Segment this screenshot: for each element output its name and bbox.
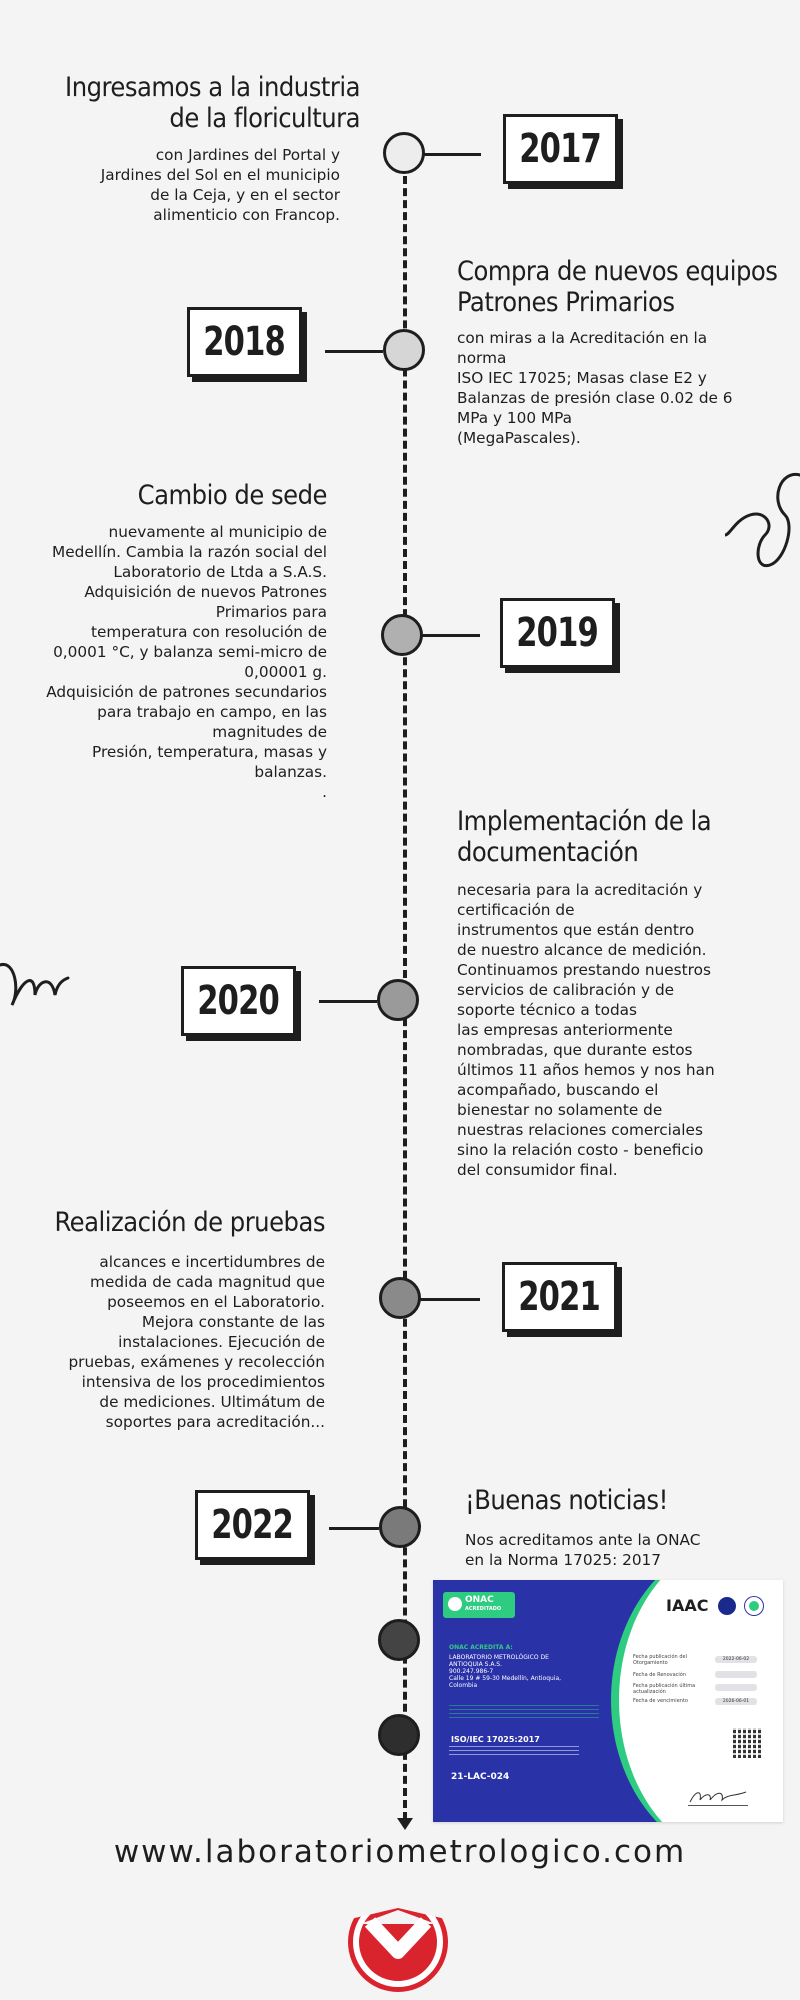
cert-date-renewal [715,1671,757,1678]
onac-label: ONAC [465,1595,494,1605]
cert-code: 21-LAC-024 [451,1772,510,1782]
year-badge-2017 [503,114,618,184]
year-badge-2022 [195,1490,310,1560]
signature [688,1788,748,1806]
year-label: 2022 [211,1502,294,1548]
connector-2018 [325,350,383,353]
year-label: 2018 [203,319,286,365]
year-badge-2020 [181,966,296,1036]
event-2017-title: Ingresamos a la industria de la floricultura [65,72,360,134]
event-2022-title: ¡Buenas noticias! [465,1485,668,1516]
connector-2017 [424,153,481,156]
cert-org-line2: ANTIOQUIA S.A.S. [449,1661,502,1668]
cert-country: Colombia [449,1682,478,1689]
ilac-badge-icon [718,1597,736,1615]
company-logo [346,1890,450,1994]
timeline-node-2018 [383,329,425,371]
onac-certificate [433,1580,783,1822]
connector-2020 [319,1000,377,1003]
event-2020-body: necesaria para la acreditación y certificación de instrumentos que están dentro de nuestro alcance de medición. Continuamos prestando nuestros servicios de calibración y de soporte técnico a todas las empresas anteriormente nombradas, que durante estos últimos 11 años hemos y nos han acompañado, buscando el bienestar no solamente de nuestras relaciones comerciales sino la relación costo - beneficio del consumidor final. [457,881,715,1179]
timeline-node-extra-2 [378,1714,420,1756]
timeline-node-2022 [379,1506,421,1548]
cert-field-expiry: Fecha de vencimiento [633,1698,688,1704]
cert-org-line1: LABORATORIO METROLÓGICO DE [449,1654,549,1661]
timeline-node-2021 [379,1277,421,1319]
timeline-arrow [397,1818,413,1830]
year-label: 2019 [516,610,599,656]
timeline-node-2017 [383,132,425,174]
cert-field-granted: Fecha publicación del Otorgamiento [633,1654,687,1666]
connector-2019 [422,634,480,637]
cert-description [449,1705,599,1719]
event-2019-title: Cambio de sede [137,480,327,511]
connector-2021 [420,1298,480,1301]
squiggle-decoration-right [725,465,800,575]
cert-iso-description [449,1746,579,1756]
cert-date-update [715,1684,757,1691]
cert-nit: 900.247.986-7 [449,1668,494,1675]
cert-date-granted: 2022-06-02 [715,1656,757,1663]
timeline-node-2020 [377,979,419,1021]
squiggle-decoration-left [0,950,75,1020]
year-label: 2017 [519,126,602,172]
cert-field-renewal: Fecha de Renovación [633,1672,687,1678]
year-label: 2021 [518,1274,601,1320]
event-2020-title: Implementación de la documentación [457,806,712,868]
onac-round-icon [745,1597,763,1615]
year-label: 2020 [197,978,280,1024]
cert-date-expiry: 2026-06-01 [715,1698,757,1705]
year-badge-2018 [187,307,302,377]
event-2022-body: Nos acreditamos ante la ONAC en la Norma 17025: 2017 [465,1531,701,1569]
event-2017-body: con Jardines del Portal y Jardines del Sol en el municipio de la Ceja, y en el sector alimenticio con Francop. [100,146,340,224]
timeline-node-extra-1 [378,1619,420,1661]
event-2018-title: Compra de nuevos equipos Patrones Primarios [457,256,778,318]
event-2021-body: alcances e incertidumbres de medida de cada magnitud que poseemos en el Laboratorio. Mejora constante de las instalaciones. Ejecución de pruebas, exámenes y recolección intensiva de los procedimientos de mediciones. Ultimátum de soportes para acreditación... [68,1253,325,1431]
event-2021-title: Realización de pruebas [54,1207,325,1238]
year-badge-2019 [500,598,615,668]
year-badge-2021 [502,1262,617,1332]
cert-iso: ISO/IEC 17025:2017 [451,1735,540,1744]
onac-sublabel: ACREDITADO [465,1606,502,1612]
onac-drop-icon [448,1597,462,1611]
website-link[interactable]: www.laboratoriometrologico.com [113,1834,687,1870]
event-2018-body: con miras a la Acreditación en la norma ISO IEC 17025; Masas clase E2 y Balanzas de presión clase 0.02 de 6 MPa y 100 MPa (MegaPascales). [457,329,733,447]
connector-2022 [329,1527,379,1530]
cert-accredits: ONAC ACREDITA A: [449,1644,513,1651]
event-2019-body: nuevamente al municipio de Medellín. Cambia la razón social del Laboratorio de Ltda a S.A.S. Adquisición de nuevos Patrones Primarios para temperatura con resolución de 0,0001 °C, y balanza semi-micro de 0,00001 g. Adquisición de patrones secundarios para trabajo en campo, en las magnitudes de Presión, temperatura, masas y balanzas. . [46,523,327,801]
iaac-logo: IAAC [666,1596,709,1615]
cert-address: Calle 19 # 59-30 Medellín, Antioquia, [449,1675,562,1682]
qr-code-icon [733,1728,763,1758]
cert-field-update: Fecha publicación última actualización [633,1683,696,1695]
timeline-node-2019 [381,614,423,656]
